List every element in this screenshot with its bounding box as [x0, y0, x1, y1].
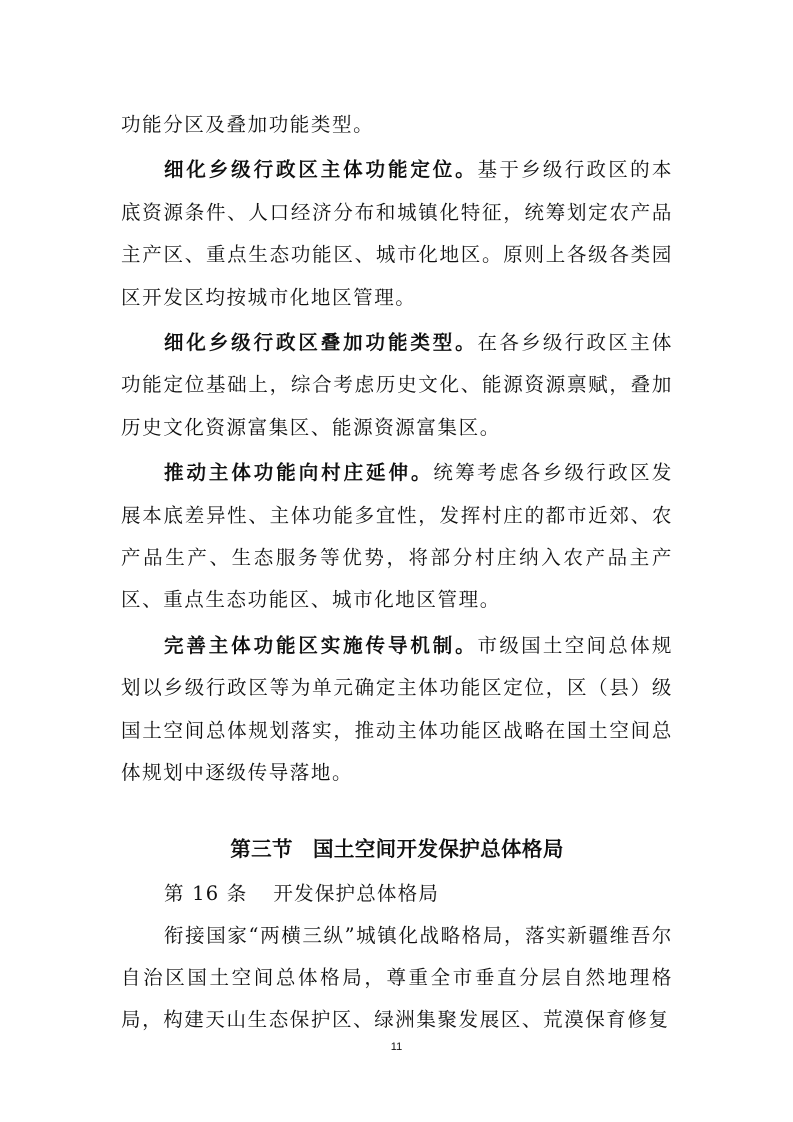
paragraph-village-extension — [121, 452, 673, 622]
paragraph-continuation — [121, 104, 673, 146]
paragraph-heading: 细化乡级行政区主体功能定位。 — [164, 158, 478, 182]
paragraph-transmission-mechanism — [121, 625, 673, 795]
page-number: 11 — [390, 1041, 403, 1053]
paragraph-heading: 完善主体功能区实施传导机制。 — [164, 633, 478, 657]
article-heading — [164, 873, 673, 915]
article-title: 开发保护总体格局 — [273, 881, 440, 905]
paragraph-text: 基于乡级行政区的本底资源条件、人口经济分布和城镇化特征，统筹划定农产品主产区、重点生态功能区、城市化地区。原则上各级各类园区开发区均按城市化地区管理。 — [121, 158, 673, 309]
paragraph-text: 市级国土空间总体规划以乡级行政区等为单元确定主体功能区定位，区（县）级国土空间总体规划落实，推动主体功能区战略在国土空间总体规划中逐级传导落地。 — [121, 633, 673, 785]
paragraph-overall-pattern — [121, 915, 673, 1042]
document-body — [121, 104, 673, 1045]
paragraph-heading: 细化乡级行政区叠加功能类型。 — [164, 331, 478, 355]
paragraph-township-overlay-function — [121, 322, 673, 449]
paragraph-text: 功能分区及叠加功能类型。 — [121, 113, 375, 136]
paragraph-heading: 推动主体功能向村庄延伸。 — [164, 461, 434, 485]
paragraph-township-main-function — [121, 149, 673, 319]
paragraph-text: 统筹考虑各乡级行政区发展本底差异性、主体功能多宜性，发挥村庄的都市近郊、农产品生产、生态服务等优势，将部分村庄纳入农产品主产区、重点生态功能区、城市化地区管理。 — [121, 461, 673, 612]
section-title — [121, 830, 673, 868]
article-number: 第 16 条 — [164, 881, 248, 905]
paragraph-text: 在各乡级行政区主体功能定位基础上，综合考虑历史文化、能源资源禀赋，叠加历史文化资源富集区、能源资源富集区。 — [121, 331, 673, 439]
section-number: 第三节 — [230, 836, 293, 861]
paragraph-text: 衔接国家“两横三纵”城镇化战略格局，落实新疆维吾尔自治区国土空间总体格局，尊重全市垂直分层自然地理格局，构建天山生态保护区、绿洲集聚发展区、荒漠保育修复 — [121, 923, 673, 1032]
section-name: 国土空间开发保护总体格局 — [312, 836, 564, 861]
